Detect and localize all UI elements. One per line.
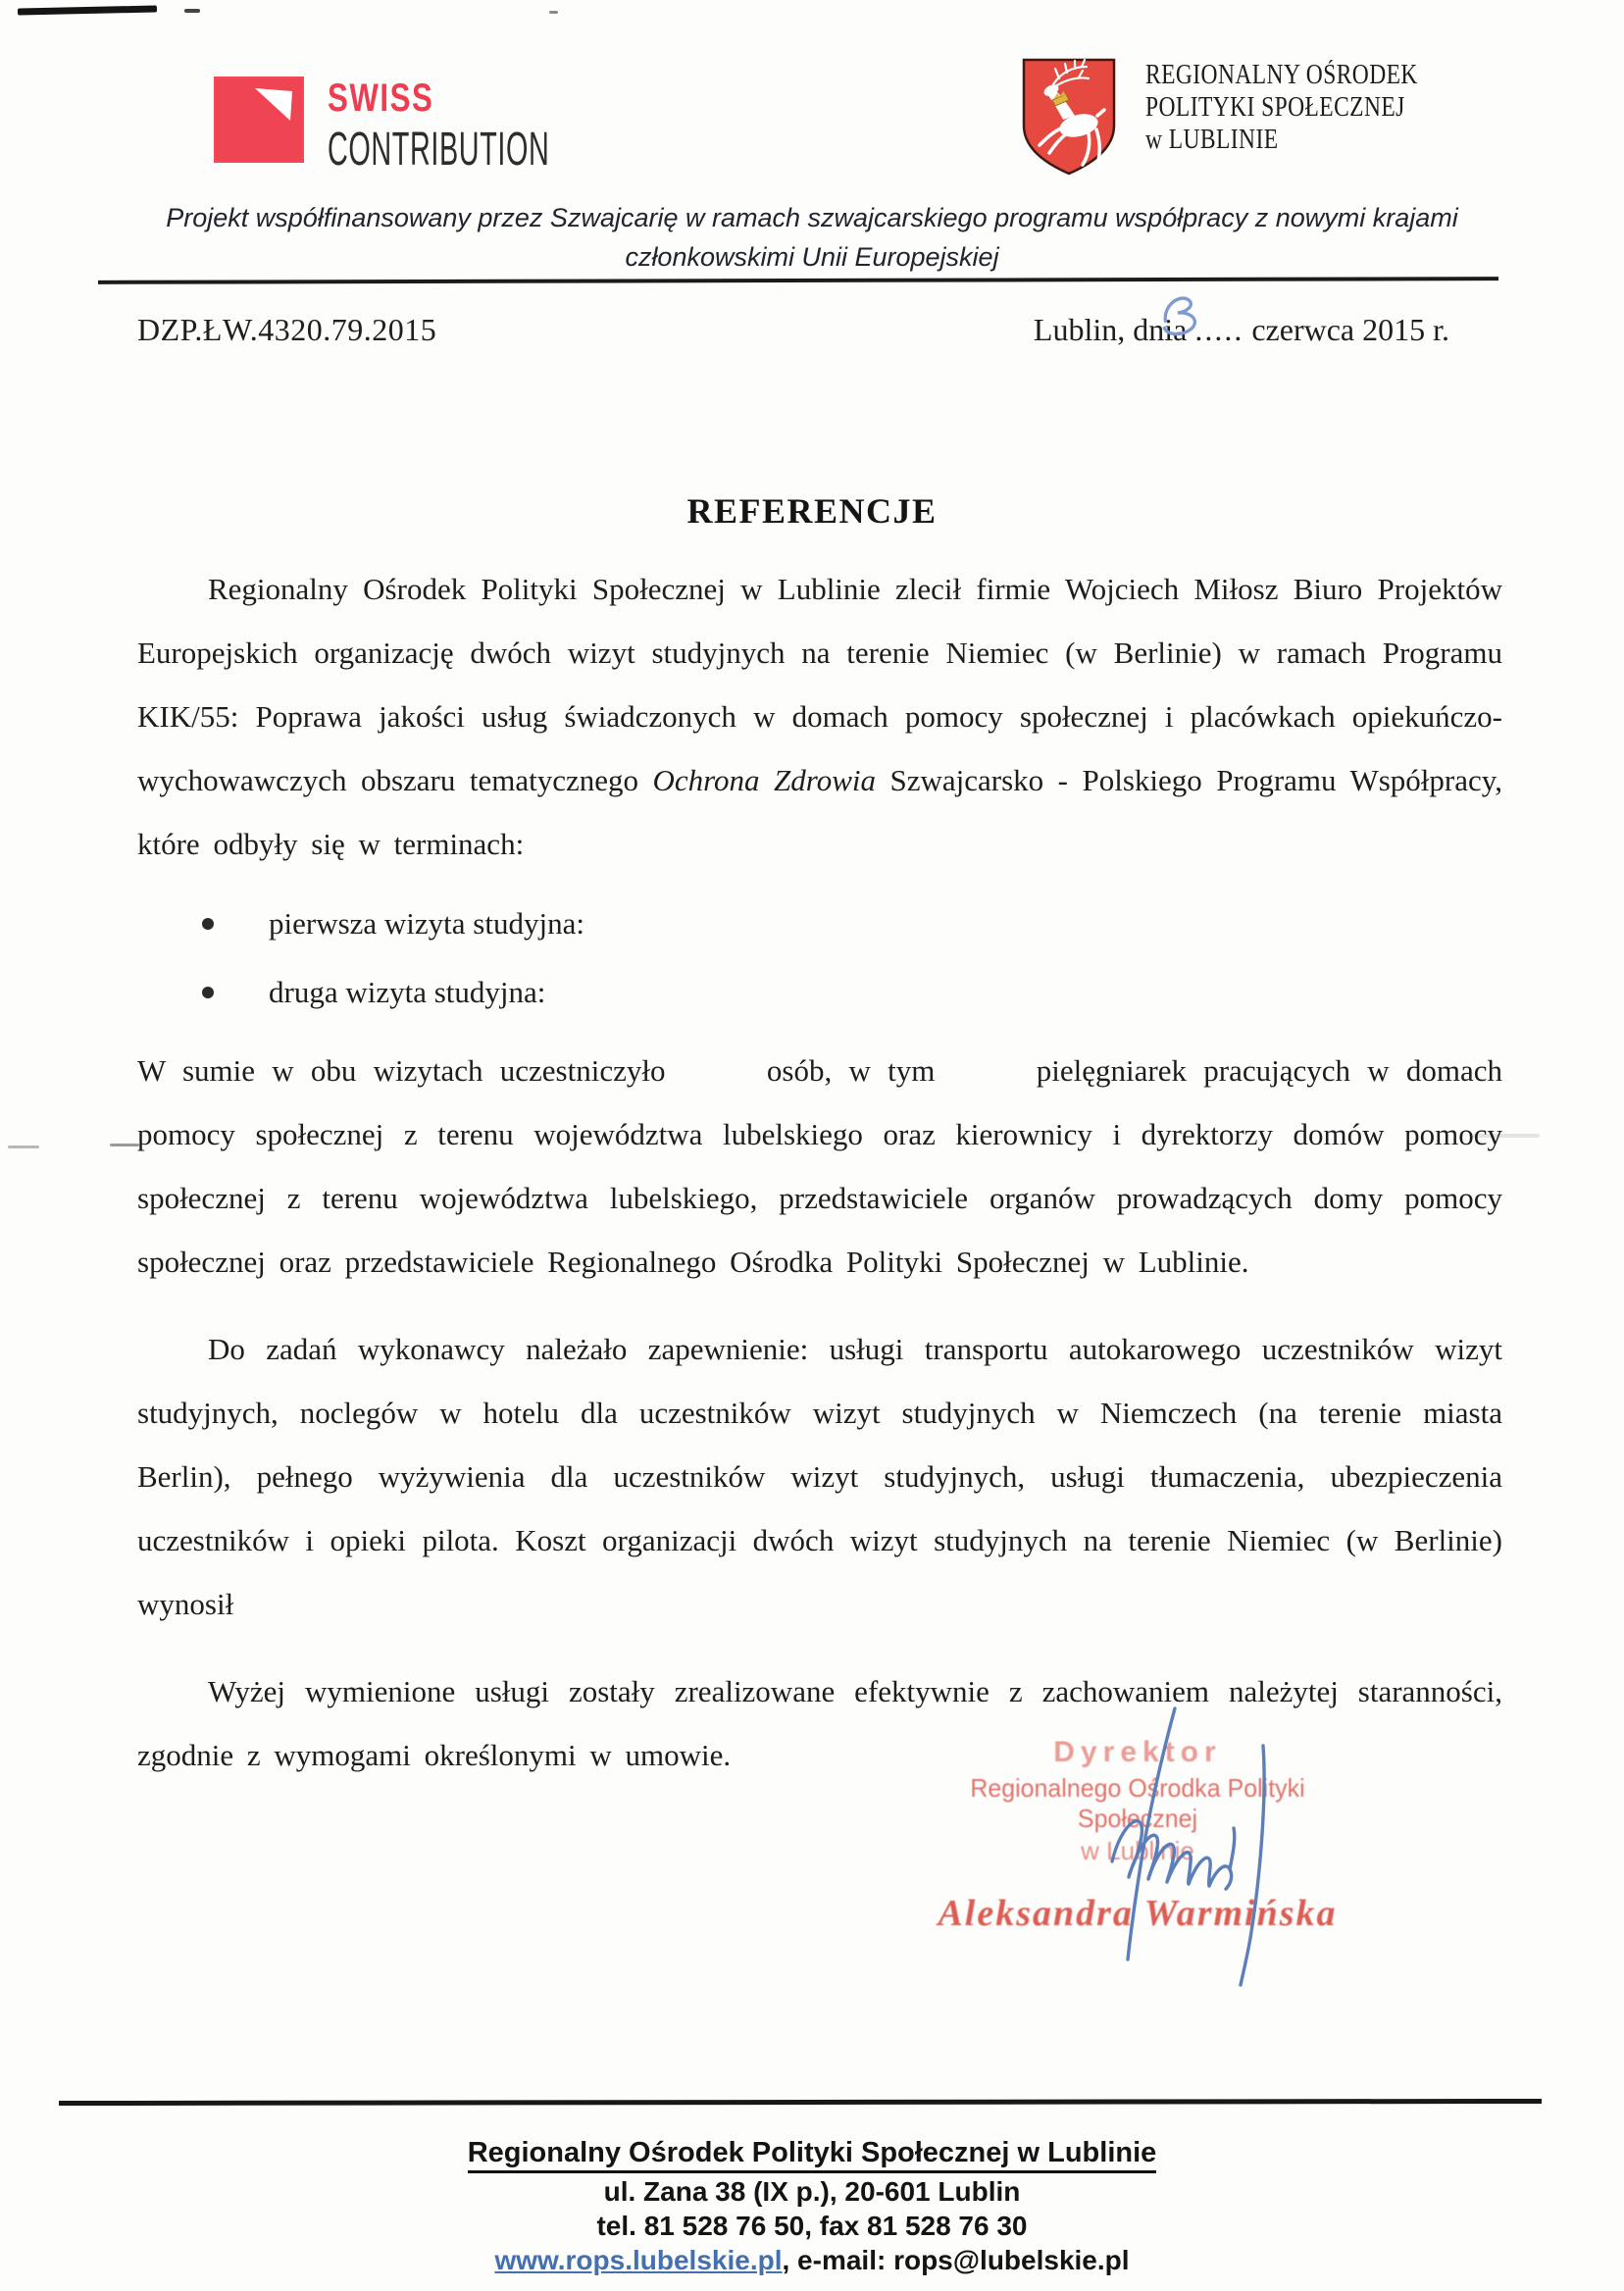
paragraph-4: Wyżej wymienione usługi zostały zrealizowane efektywnie z zachowaniem należytej staranności, zgodnie z wymogami określonymi w umowie.: [137, 1674, 1502, 1772]
org-name-line1: REGIONALNY OŚRODEK: [1145, 60, 1418, 90]
list-item-second-visit: druga wizyta studyjna:: [137, 958, 1502, 1027]
footer-org-name: Regionalny Ośrodek Polityki Społecznej w Lublinie: [468, 2137, 1157, 2173]
swiss-logo-line1: SWISS: [328, 76, 434, 120]
letter-body: [137, 557, 1502, 1787]
document-title: REFERENCJE: [686, 491, 938, 531]
lublin-coat-of-arms-icon: [1020, 54, 1118, 179]
case-number: DZP.ŁW.4320.79.2015: [137, 312, 437, 347]
footer-address: ul. Zana 38 (IX p.), 20-601 Lublin: [603, 2176, 1021, 2207]
paragraph-1-tail: Szwajcarsko - Polskiego Programu Współpracy, które odbyły się w terminach:: [137, 763, 1502, 861]
paragraph-3: Do zadań wykonawcy należało zapewnienie: usługi transportu autokarowego uczestników wizyt studyjnych, noclegów w hotelu dla uczestników wizyt studyjnych w Niemczech (na terenie miasta Berlin), pełnego wyżywienia dla uczestników wizyt studyjnych, usługi tłumaczenia, ubezpieczenia uczestników i opieki pilota. Koszt organizacji dwóch wizyt studyjnych na terenie Niemiec (w Berlinie) wynosił: [137, 1332, 1502, 1621]
swiss-logo-wordmark: [328, 76, 697, 174]
footer-website-link[interactable]: www.rops.lubelskie.pl: [494, 2245, 783, 2275]
scan-artifact: [8, 1146, 39, 1148]
date-dots: .....: [1194, 312, 1244, 347]
paragraph-1-text: Regionalny Ośrodek Polityki Społecznej w Lublinie zlecił firmie Wojciech Miłosz Biuro Projektów Europejskich organizację dwóch wizyt studyjnych na terenie Niemiec (w Berlinie) w ramach Programu KIK/55: Poprawa jakości usług świadczonych w domach pomocy społecznej i placówkach opiekuńczo-wychowawczych obszaru tematycznego: [137, 572, 1502, 797]
org-name-line3: w LUBLINIE: [1145, 125, 1279, 155]
footer-divider: [59, 2099, 1542, 2106]
header-divider: [98, 277, 1498, 284]
paragraph-1: [137, 557, 1502, 876]
stamp-title: Dyrektor: [1053, 1736, 1222, 1768]
paragraph-1-italic: Ochrona Zdrowia: [652, 763, 877, 797]
footer-phone: tel. 81 528 76 50, fax 81 528 76 30: [596, 2211, 1028, 2241]
stamp-org-line: Regionalnego Ośrodka Polityki Społecznej: [970, 1773, 1305, 1833]
list-item-first-visit: pierwsza wizyta studyjna:: [137, 890, 1502, 958]
organization-name-header: [1145, 59, 1418, 156]
paragraph-2: W sumie w obu wizytach uczestniczyło osób, w tym pielęgniarek pracujących w domach pomocy społecznej z terenu województwa lubelskiego oraz kierownicy i dyrektorzy domów pomocy społecznej z terenu województwa lubelskiego, przedstawiciele organów prowadzących domy pomocy społecznej oraz przedstawiciele Regionalnego Ośrodka Polityki Społecznej w Lublinie.: [137, 1053, 1502, 1279]
stamp-director-name: Aleksandra Warmińska: [938, 1893, 1338, 1934]
swiss-flag-icon: [214, 76, 304, 163]
scan-artifact: [18, 6, 157, 16]
swiss-contribution-logo: [214, 76, 697, 174]
scan-artifact: [549, 11, 558, 14]
footer-email: , e-mail: rops@lubelskie.pl: [782, 2245, 1130, 2275]
org-name-line2: POLITYKI SPOŁECZNEJ: [1145, 92, 1405, 123]
swiss-logo-line2: CONTRIBUTION: [328, 124, 550, 176]
study-visit-list: [137, 890, 1502, 1027]
project-note-line1: Projekt współfinansowany przez Szwajcarię w ramach szwajcarskiego programu współpracy z nowymi krajami: [166, 203, 1458, 232]
handwritten-signature: [1091, 1703, 1296, 1997]
date-line: [1034, 312, 1449, 348]
scan-artifact: [184, 9, 200, 13]
footer-web-line: [0, 2244, 1624, 2276]
date-suffix: czerwca 2015 r.: [1243, 312, 1449, 347]
handwritten-day-numeral: [1155, 290, 1206, 337]
date-prefix: Lublin, dnia: [1033, 312, 1195, 347]
project-note-line2: członkowskimi Unii Europejskiej: [625, 242, 999, 272]
stamp-city-line: w Lublinie: [1081, 1836, 1194, 1865]
project-cofinancing-note: [0, 198, 1624, 277]
scan-artifact: [110, 1144, 139, 1146]
footer-contact-block: [0, 2136, 1624, 2276]
